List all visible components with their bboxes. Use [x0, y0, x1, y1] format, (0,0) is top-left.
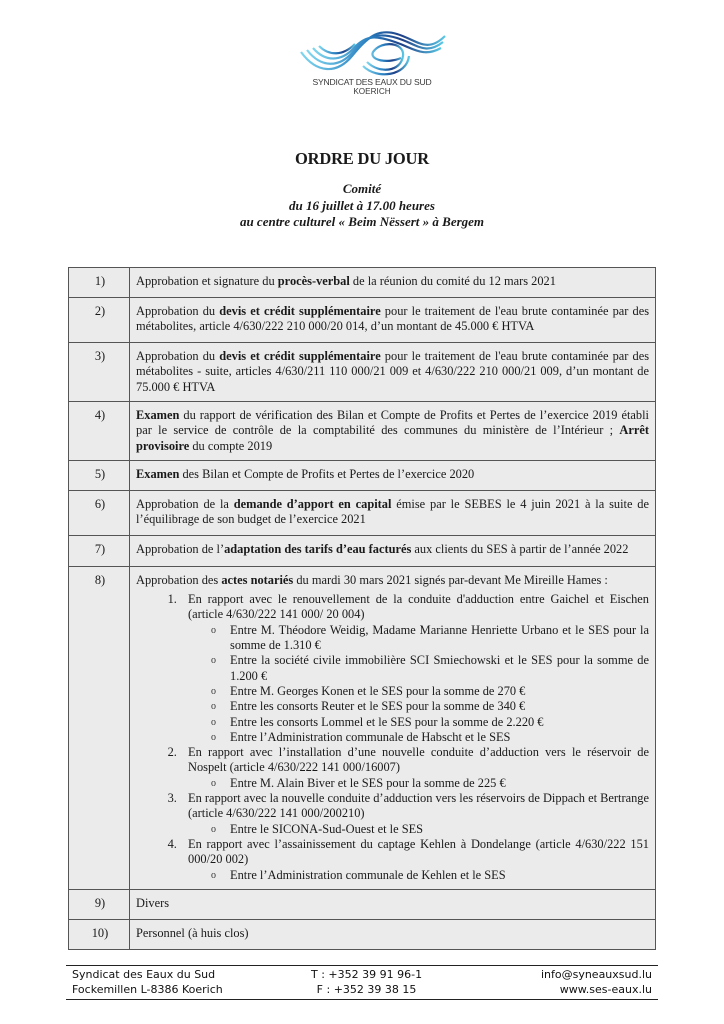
- parties-list: [188, 822, 649, 837]
- logo-org-name: SYNDICAT DES EAUX DU SUD: [312, 77, 432, 87]
- footer-address-block: [72, 968, 223, 997]
- agenda-row: [69, 343, 656, 402]
- waves-logo-icon: [297, 24, 447, 76]
- meeting-subtitle: [0, 181, 724, 231]
- notarial-act-item: 2. En rapport avec l’installation d’une nouvelle conduite d’adduction vers le réservoir de Nospelt (article 4/630/222 141 000/16007) o Entre M. Alain Biver et le SES pour la somme de 225 €: [180, 745, 649, 791]
- footer-phone: T : +352 39 91 96-1: [311, 968, 423, 981]
- item-number: 1): [69, 268, 130, 298]
- party-item: o Entre les consorts Reuter et le SES pour la somme de 340 €: [230, 699, 649, 714]
- footer-fax: F : +352 39 38 15: [316, 982, 417, 996]
- item-text: Approbation et signature du procès-verbal de la réunion du comité du 12 mars 2021: [130, 268, 656, 298]
- agenda-row: [69, 889, 656, 919]
- party-item: o Entre l’Administration communale de Habscht et le SES: [230, 730, 649, 745]
- agenda-row: [69, 460, 656, 490]
- subtitle-line-3: au centre culturel « Beim Nëssert » à Bergem: [239, 214, 485, 229]
- parties-list: [188, 623, 649, 745]
- notarial-act-item: 4. En rapport avec l’assainissement du captage Kehlen à Dondelange (article 4/630/222 151 000/20 002) o Entre l’Administration communale de Kehlen et le SES: [180, 837, 649, 883]
- item-number: 5): [69, 460, 130, 490]
- item-text: Personnel (à huis clos): [130, 919, 656, 949]
- agenda-table: [68, 267, 656, 950]
- item-number: 10): [69, 919, 130, 949]
- item-number: 4): [69, 402, 130, 461]
- item-number: 8): [69, 566, 130, 889]
- item-number: 9): [69, 889, 130, 919]
- party-item: o Entre M. Alain Biver et le SES pour la somme de 225 €: [230, 776, 649, 791]
- item-text: Examen des Bilan et Compte de Profits et Pertes de l’exercice 2020: [130, 460, 656, 490]
- agenda-row: [69, 535, 656, 566]
- agenda-row: [69, 566, 656, 889]
- page-footer: [66, 965, 658, 1000]
- item-text: Examen du rapport de vérification des Bilan et Compte de Profits et Pertes de l’exercice 2019 établi par le service de contrôle de la comptabilité des communes du ministère de l’Intérieur ; Arrêt provisoire du compte 2019: [130, 402, 656, 461]
- page-title: ORDRE DU JOUR: [295, 149, 429, 168]
- item-text: Approbation du devis et crédit supplémentaire pour le traitement de l'eau brute contaminée par des métabolites, article 4/630/222 210 000/20 014, d’un montant de 45.000 € HTVA: [130, 298, 656, 343]
- item-number: 2): [69, 298, 130, 343]
- party-item: o Entre M. Théodore Weidig, Madame Marianne Henriette Urbano et le SES pour la somme de 1.310 €: [230, 623, 649, 654]
- footer-contact-block: [311, 968, 422, 997]
- agenda-row: [69, 490, 656, 535]
- notarial-acts-list: [136, 592, 649, 883]
- notarial-act-item: 3. En rapport avec la nouvelle conduite d’adduction vers les réservoirs de Dippach et Bertrange (article 4/630/222 141 000/200210) o Entre le SICONA-Sud-Ouest et le SES: [180, 791, 649, 837]
- item-number: 6): [69, 490, 130, 535]
- footer-org-name: Syndicat des Eaux du Sud: [72, 968, 216, 981]
- party-item: o Entre les consorts Lommel et le SES pour la somme de 2.220 €: [230, 715, 649, 730]
- item-text: Approbation du devis et crédit supplémentaire pour le traitement de l'eau brute contaminée par des métabolites - suite, articles 4/630/211 110 000/21 009 et 4/630/222 210 000/21 009, d’un montant de 75.000 € HTVA: [130, 343, 656, 402]
- item-text: Approbation des actes notariés du mardi 30 mars 2021 signés par-devant Me Mireille Hames : 1. En rapport avec le renouvellement de la conduite d'adduction entre Gaichel et Eischen (article 4/630/222 141 000/ 20 004) o Entre M. Théodore Weidig, Madame Marianne Henriette Urbano et le SES pour la somme de 1.310 € o Entre la société civile immobilière SCI Smiechowski et le SES pour la somme de 1.200 € o Entre M. Georges Konen et le SES pour la somme de 270 € o Entre les consorts Reuter et le SES pour la somme de 340 € o Entre les consorts Lommel et le SES pour la somme de 2.220 € o Entre l’Administration communale de Habscht et le SES 2. En rapport avec l’installation d’une nouvelle conduite d’adduction vers le réservoir de Nospelt (article 4/630/222 141 000/16007) o Entre M. Alain Biver et le SES pour la somme de 225 € 3. En rapport avec la nouvelle conduite d’adduction vers les réservoirs de Dippach et Bertrange (article 4/630/222 141 000/200210) o Entre le SICONA-Sud-Ouest et le SES 4. En rapport avec l’assainissement du captage Kehlen à Dondelange (article 4/630/222 151 000/20 002) o Entre l’Administration communale de Kehlen et le SES: [130, 566, 656, 889]
- footer-website-link[interactable]: www.ses-eaux.lu: [559, 982, 652, 996]
- item-number: 7): [69, 535, 130, 566]
- item-text: Approbation de la demande d’apport en capital émise par le SEBES le 4 juin 2021 à la suite de l’équilibrage de son budget de l’exercice 2021: [130, 490, 656, 535]
- footer-address: Fockemillen L-8386 Koerich: [72, 982, 223, 996]
- item-text: Divers: [130, 889, 656, 919]
- party-item: o Entre l’Administration communale de Kehlen et le SES: [230, 868, 649, 883]
- parties-list: [188, 868, 649, 883]
- party-item: o Entre la société civile immobilière SCI Smiechowski et le SES pour la somme de 1.200 €: [230, 653, 649, 684]
- footer-email-link[interactable]: info@syneauxsud.lu: [540, 968, 652, 981]
- party-item: o Entre le SICONA-Sud-Ouest et le SES: [230, 822, 649, 837]
- agenda-row: [69, 298, 656, 343]
- logo: [292, 24, 452, 104]
- notarial-act-item: 1. En rapport avec le renouvellement de la conduite d'adduction entre Gaichel et Eischen (article 4/630/222 141 000/ 20 004) o Entre M. Théodore Weidig, Madame Marianne Henriette Urbano et le SES pour la somme de 1.310 € o Entre la société civile immobilière SCI Smiechowski et le SES pour la somme de 1.200 € o Entre M. Georges Konen et le SES pour la somme de 270 € o Entre les consorts Reuter et le SES pour la somme de 340 € o Entre les consorts Lommel et le SES pour la somme de 2.220 € o Entre l’Administration communale de Habscht et le SES: [180, 592, 649, 745]
- footer-web-block: [541, 968, 652, 997]
- parties-list: [188, 776, 649, 791]
- agenda-row: [69, 268, 656, 298]
- subtitle-line-1: Comité: [342, 181, 382, 196]
- agenda-row: [69, 919, 656, 949]
- subtitle-line-2: du 16 juillet à 17.00 heures: [289, 197, 435, 213]
- item-text: Approbation de l’adaptation des tarifs d’eau facturés aux clients du SES à partir de l’année 2022: [130, 535, 656, 566]
- item-number: 3): [69, 343, 130, 402]
- agenda-row: [69, 402, 656, 461]
- party-item: o Entre M. Georges Konen et le SES pour la somme de 270 €: [230, 684, 649, 699]
- logo-town: KOERICH: [353, 87, 391, 96]
